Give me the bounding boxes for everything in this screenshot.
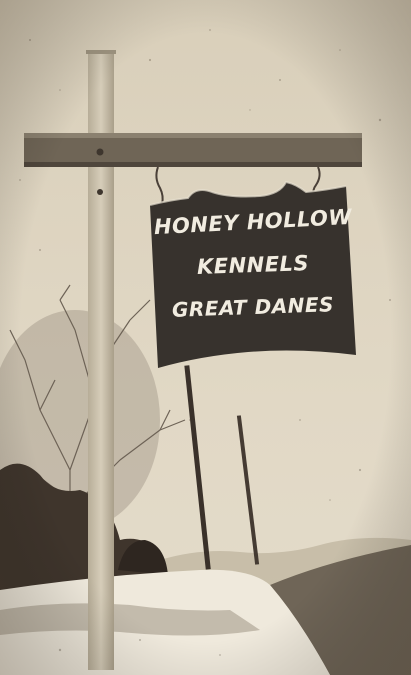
sign-line-kennels: KENNELS [196,251,310,279]
sign-line-great-danes: GREAT DANES [171,292,335,322]
sign-line-honey-hollow: HONEY HOLLOW [153,204,353,240]
